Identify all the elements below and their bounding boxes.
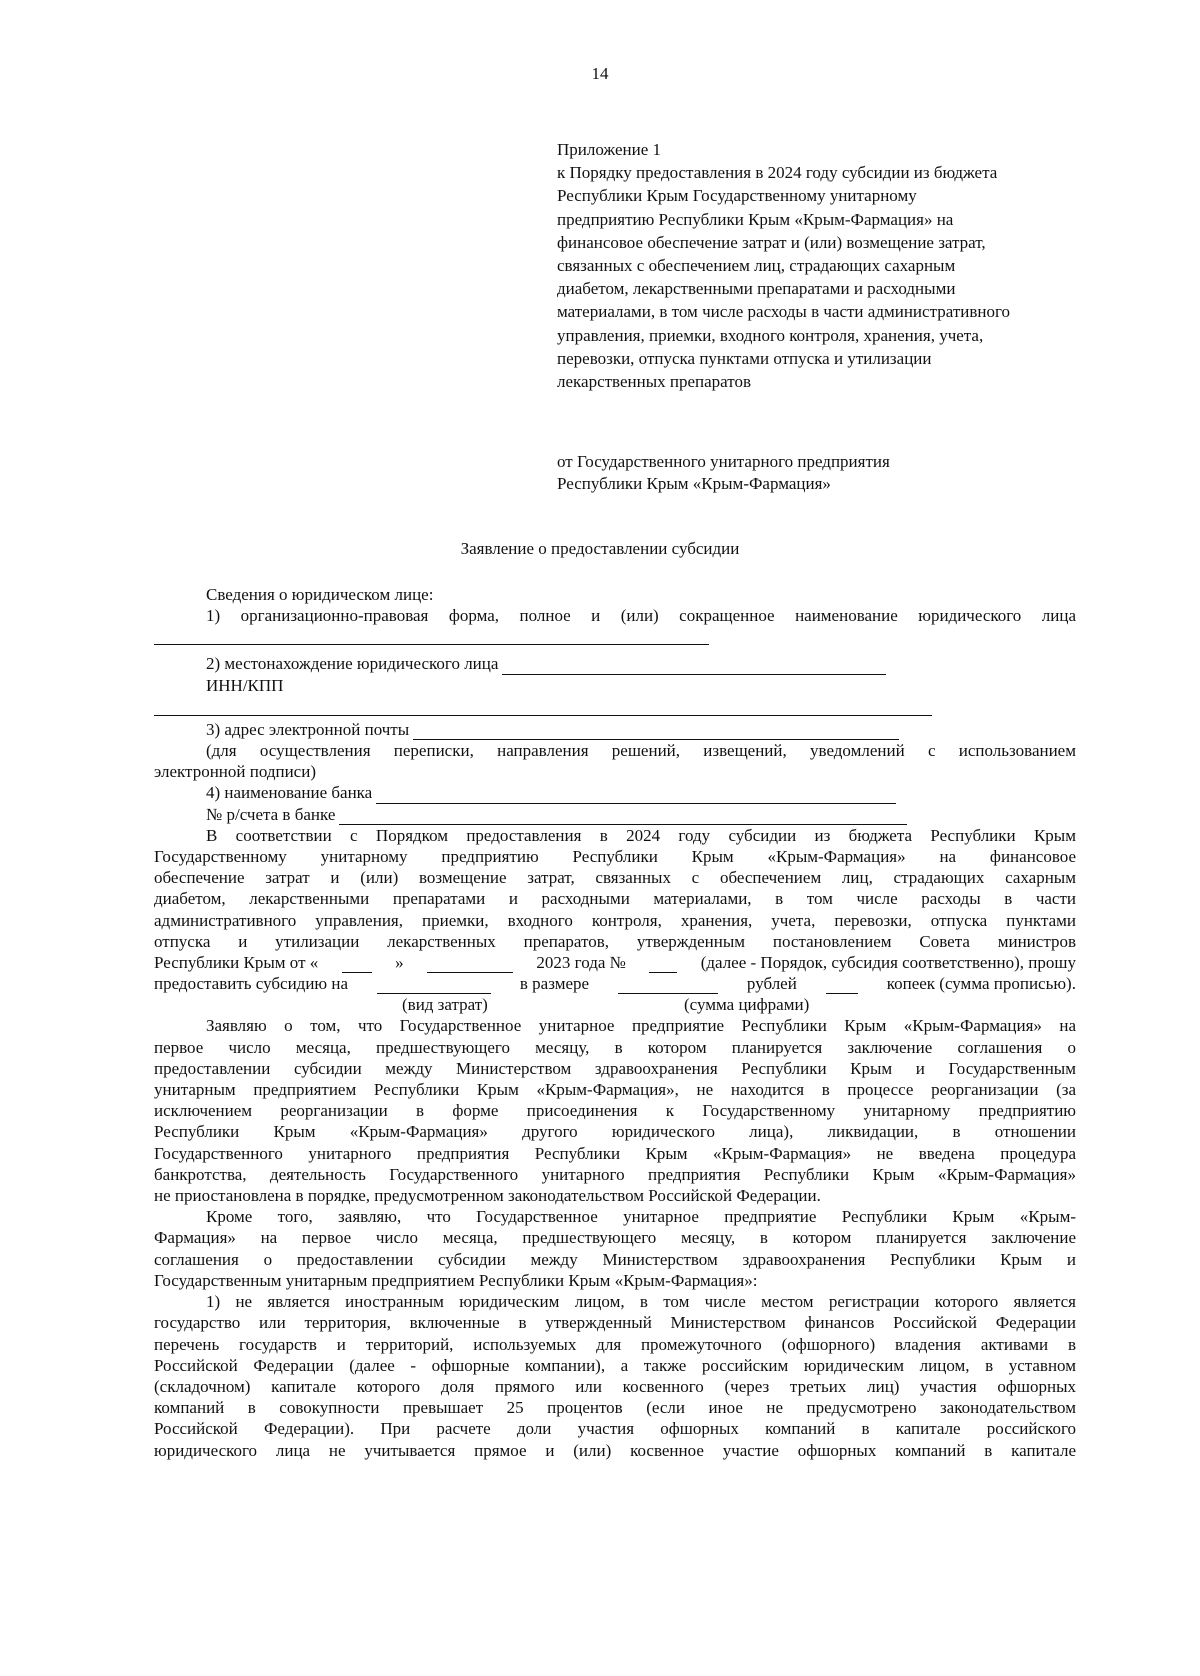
appendix-line: диабетом, лекарственными препаратами и расходными [557, 279, 956, 299]
expense-type-field[interactable] [377, 978, 491, 994]
inn-field[interactable] [154, 696, 1076, 717]
appendix-line: связанных с обеспечением лиц, страдающих сахарным [557, 256, 956, 276]
inn-label: ИНН/КПП [206, 675, 284, 695]
decree-month-field[interactable] [427, 957, 513, 973]
appendix-line: предприятию Республики Крым «Крым-Фармация» на [557, 209, 954, 229]
clause-1-line: юридического лица не учитывается прямое и (или) косвенное участие офшорных компаний в капитале [154, 1440, 1076, 1460]
amount-size-label: в размере [519, 974, 590, 994]
clause-1-line: Российской Федерации (далее - офшорные компании), а также российским юридическим лицом, в уставном [154, 1355, 1076, 1375]
decree-date-row [154, 952, 1076, 973]
address-row [154, 653, 1076, 674]
additional-line: Фармация» на первое число месяца, предшествующего месяцу, в котором планируется заключение [154, 1228, 1076, 1248]
appendix-line: Приложение 1 [557, 140, 661, 159]
additional-line: соглашения о предоставлении субсидии между Министерством здравоохранения Республики Крым и [154, 1249, 1076, 1269]
amount-row [154, 973, 1076, 994]
clause-1-line: (складочном) капитале которого доля прямого или косвенного (через третьих лиц) участия офшорных [154, 1376, 1076, 1396]
bank-row [154, 782, 1076, 803]
account-label: № р/счета в банке [206, 804, 336, 824]
page-number: 14 [591, 64, 609, 83]
declaration-line: унитарным предприятием Республики Крым «Крым-Фармация», не находится в процессе реорганизации (за [154, 1080, 1076, 1100]
appendix-line: финансовое обеспечение затрат и (или) возмещение затрат, [557, 232, 986, 252]
declaration-line: первое число месяца, предшествующего месяцу, в котором планируется заключение соглашения о [154, 1037, 1076, 1057]
rubles-label: рублей [746, 974, 797, 994]
email-label: 3) адрес электронной почты [206, 719, 410, 739]
amount-rubles-field[interactable] [618, 978, 718, 994]
decree-number-field[interactable] [649, 957, 677, 973]
bank-field[interactable] [376, 787, 896, 804]
legal-info-item-1: 1) организационно-правовая форма, полное и (или) сокращенное наименование юридического лица [206, 606, 1076, 626]
address-label: 2) местонахождение юридического лица [206, 654, 499, 674]
appendix-line: лекарственных препаратов [557, 372, 752, 392]
declaration-line: Заявляю о том, что Государственное унитарное предприятие Республики Крым «Крым-Фармация» на [206, 1016, 1076, 1036]
declaration-line: Государственного унитарного предприятия Республики Крым «Крым-Фармация» не введена процедура [154, 1143, 1076, 1163]
legal-name-field[interactable] [154, 626, 1076, 647]
account-row [154, 804, 1076, 825]
declaration-line: Республики Крым «Крым-Фармация» другого юридического лица), ликвидации, в отношении [154, 1122, 1076, 1142]
request-line: обеспечение затрат и (или) возмещение затрат, связанных с обеспечением лиц, страдающих сахарным [154, 868, 1076, 888]
request-line: Государственному унитарному предприятию Республики Крым «Крым-Фармация» на финансовое [154, 847, 1076, 867]
email-field[interactable] [413, 723, 899, 740]
appendix-line: Республики Крым Государственному унитарному [557, 186, 917, 206]
hint-amount: (сумма цифрами) [684, 995, 810, 1015]
legal-info-heading: Сведения о юридическом лице: [206, 585, 434, 604]
decree-date-prefix: Республики Крым от « [154, 953, 319, 973]
amount-kopecks-field[interactable] [826, 978, 858, 994]
kopecks-label: копеек (сумма прописью). [886, 974, 1076, 994]
hint-expense-type: (вид затрат) [402, 995, 488, 1015]
bank-label: 4) наименование банка [206, 783, 373, 803]
email-note: (для осуществления переписки, направления решений, извещений, уведомлений с использованием [206, 741, 1076, 761]
declaration-line: исключением реорганизации в форме присоединения к Государственному унитарному предприятию [154, 1101, 1076, 1121]
appendix-line: перевозки, отпуска пунктами отпуска и утилизации [557, 348, 932, 368]
declaration-line: не приостановлена в порядке, предусмотренном законодательством Российской Федерации. [154, 1186, 821, 1206]
request-line: В соответствии с Порядком предоставления в 2024 году субсидии из бюджета Республики Крым [206, 825, 1076, 845]
appendix-line: управления, приемки, входного контроля, хранения, учета, [557, 325, 984, 345]
clause-1-line: 1) не является иностранным юридическим лицом, в том числе местом регистрации которого является [206, 1292, 1076, 1312]
request-line: административного управления, приемки, входного контроля, хранения, учета, перевозки, отпуска пунктами [154, 910, 1076, 930]
document-title: Заявление о предоставлении субсидии [460, 539, 740, 558]
document-body [154, 584, 1076, 1461]
sender-line: от Государственного унитарного предприятия [557, 452, 890, 471]
request-line: диабетом, лекарственными препаратами и расходными материалами, в том числе расходы в части [154, 889, 1076, 909]
clause-1-line: перечень государств и территорий, используемых для промежуточного (офшорного) владения активами в [154, 1334, 1076, 1354]
additional-line: Государственным унитарным предприятием Республики Крым «Крым-Фармация»: [154, 1270, 758, 1290]
decree-year-label: 2023 года № [536, 953, 626, 973]
sender-line: Республики Крым «Крым-Фармация» [557, 474, 831, 493]
email-row [154, 719, 1076, 740]
email-note-end: электронной подписи) [154, 762, 316, 782]
field-hints [154, 994, 1076, 1015]
appendix-line: материалами, в том числе расходы в части административного [557, 302, 1011, 322]
clause-1-line: Российской Федерации). При расчете доли участия офшорных компаний в капитале российского [154, 1419, 1076, 1439]
decree-day-field[interactable] [342, 957, 372, 973]
address-field[interactable] [502, 658, 886, 675]
declaration-line: предоставлении субсидии между Министерством здравоохранения Республики Крым и Государственным [154, 1058, 1076, 1078]
account-field[interactable] [339, 808, 907, 825]
decree-date-suffix: (далее - Порядок, субсидия соответственно), прошу [700, 953, 1076, 973]
declaration-line: банкротства, деятельность Государственного унитарного предприятия Республики Крым «Крым-Фармация» [154, 1164, 1076, 1184]
sender-block [557, 451, 1077, 495]
clause-1-line: государство или территория, включенные в утвержденный Министерством финансов Российской Федерации [154, 1313, 1076, 1333]
additional-line: Кроме того, заявляю, что Государственное унитарное предприятие Республики Крым «Крым- [206, 1207, 1076, 1227]
clause-1-line: компаний в совокупности превышает 25 процентов (если иное не предусмотрено законодательством [154, 1398, 1076, 1418]
amount-prefix: предоставить субсидию на [154, 974, 349, 994]
appendix-header [557, 138, 1077, 393]
decree-date-quote: » [395, 953, 404, 973]
appendix-line: к Порядку предоставления в 2024 году субсидии из бюджета [557, 163, 998, 183]
request-line: отпуска и утилизации лекарственных препаратов, утвержденным постановлением Совета министров [154, 931, 1076, 951]
